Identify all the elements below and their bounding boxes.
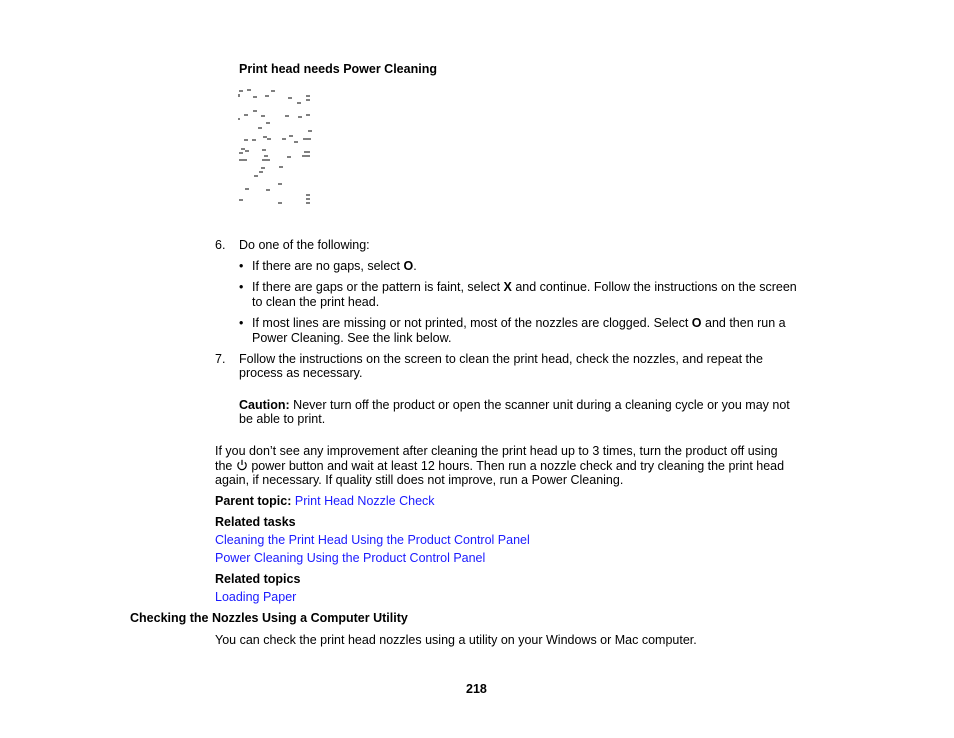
parent-topic-label: Parent topic: bbox=[215, 494, 292, 508]
caution-note: Caution: Never turn off the product or open the scanner unit during a cleaning cycle or you may not bbox=[239, 398, 790, 412]
related-tasks-heading: Related tasks bbox=[215, 515, 296, 529]
bullet-item: If there are gaps or the pattern is faint, select X and continue. Follow the instructions on the screen bbox=[252, 280, 797, 294]
bullet-item: If most lines are missing or not printed, most of the nozzles are clogged. Select O and then run a bbox=[252, 316, 786, 330]
bullet-marker: • bbox=[239, 280, 244, 294]
power-icon bbox=[236, 459, 248, 471]
section-heading: Checking the Nozzles Using a Computer Utility bbox=[130, 611, 408, 625]
parent-topic-link[interactable]: Print Head Nozzle Check bbox=[294, 494, 435, 508]
figure-caption: Print head needs Power Cleaning bbox=[239, 62, 437, 76]
parent-topic bbox=[215, 494, 435, 508]
caution-note-continued: be able to print. bbox=[239, 412, 326, 426]
related-task-link-power-cleaning[interactable]: Power Cleaning Using the Product Control Panel bbox=[215, 551, 486, 565]
bullet-item: If there are no gaps, select O. bbox=[252, 259, 417, 273]
step-number: 7. bbox=[215, 352, 226, 366]
note-paragraph: If you don’t see any improvement after cleaning the print head up to 3 times, turn the product off using bbox=[215, 444, 778, 458]
step-text-continued: process as necessary. bbox=[239, 366, 363, 380]
bullet-marker: • bbox=[239, 316, 244, 330]
related-topics-heading: Related topics bbox=[215, 572, 301, 586]
caution-label: Caution: bbox=[239, 398, 290, 412]
related-task-link-cleaning[interactable]: Cleaning the Print Head Using the Product Control Panel bbox=[215, 533, 530, 547]
bullet-marker: • bbox=[239, 259, 244, 273]
nozzle-pattern-svg bbox=[238, 88, 318, 208]
page-number: 218 bbox=[466, 682, 487, 696]
note-paragraph-line2: the power button and wait at least 12 hours. Then run a nozzle check and try cleaning the print head bbox=[215, 459, 785, 473]
note-paragraph-line3: again, if necessary. If quality still does not improve, run a Power Cleaning. bbox=[215, 473, 624, 487]
step-text: Do one of the following: bbox=[239, 238, 370, 252]
bullet-item-continued: to clean the print head. bbox=[252, 295, 380, 309]
step-text: Follow the instructions on the screen to clean the print head, check the nozzles, and repeat the bbox=[239, 352, 763, 366]
related-topic-link-loading-paper[interactable]: Loading Paper bbox=[215, 590, 297, 604]
step-number: 6. bbox=[215, 238, 226, 252]
section-body: You can check the print head nozzles using a utility on your Windows or Mac computer. bbox=[215, 633, 697, 647]
nozzle-pattern-image bbox=[238, 88, 318, 208]
bullet-item-continued: Power Cleaning. See the link below. bbox=[252, 331, 452, 345]
